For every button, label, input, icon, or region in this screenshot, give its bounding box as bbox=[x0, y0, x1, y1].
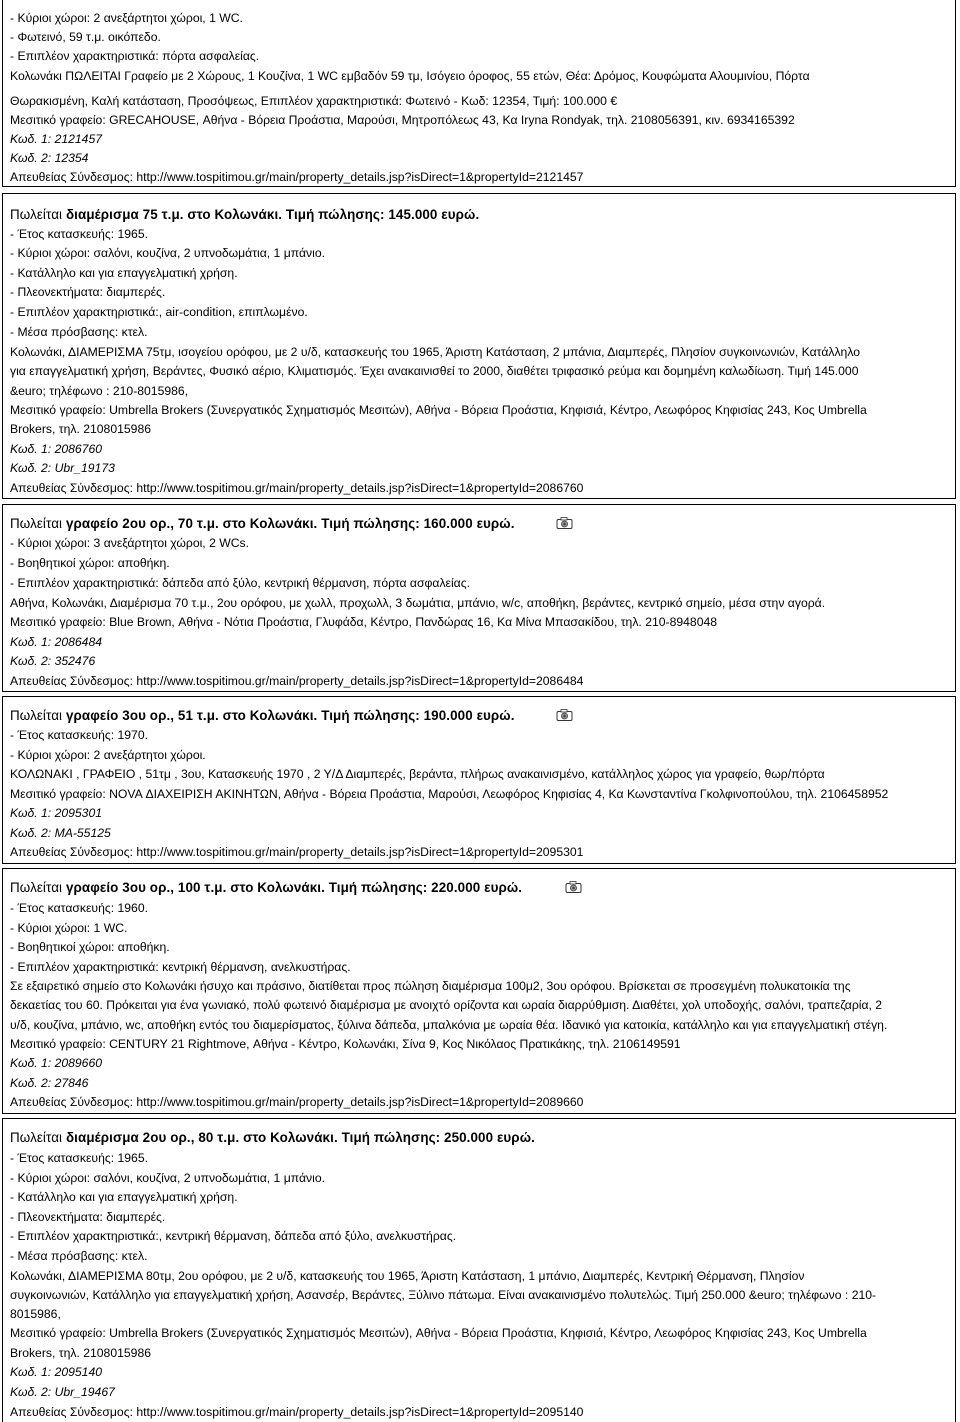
detail-line: - Έτος κατασκευής: 1960. bbox=[10, 901, 148, 915]
listing-title[interactable]: Πωλείται γραφείο 2ου ορ., 70 τ.μ. στο Κολωνάκι. Τιμή πώλησης: 160.000 ευρώ. bbox=[10, 516, 515, 531]
detail-line: - Έτος κατασκευής: 1970. bbox=[10, 728, 148, 742]
listing-title[interactable]: Πωλείται γραφείο 3ου ορ., 100 τ.μ. στο Κολωνάκι. Τιμή πώλησης: 220.000 ευρώ. bbox=[10, 880, 523, 895]
detail-line: - Κύριοι χώροι: σαλόνι, κουζίνα, 2 υπνοδωμάτια, 1 μπάνιο. bbox=[10, 246, 325, 260]
detail-line: - Φωτεινό, 59 τ.μ. οικόπεδο. bbox=[10, 30, 161, 44]
direct-link[interactable]: Απευθείας Σύνδεσμος: http://www.tospitimou.gr/main/property_details.jsp?isDirect=1&propertyId=2086760 bbox=[10, 481, 584, 495]
detail-line: - Επιπλέον χαρακτηριστικά:, air-condition, επιπλωμένο. bbox=[10, 305, 308, 319]
photo-camera-icon[interactable] bbox=[556, 517, 573, 529]
detail-line: - Έτος κατασκευής: 1965. bbox=[10, 227, 148, 241]
listing-card bbox=[2, 193, 956, 499]
description-line: &euro; τηλέφωνο : 210-8015986, bbox=[10, 384, 189, 398]
code-2: Κωδ. 2: Ubr_19173 bbox=[10, 461, 115, 475]
detail-line: - Έτος κατασκευής: 1965. bbox=[10, 1151, 148, 1165]
detail-line: - Πλεονεκτήματα: διαμπερές. bbox=[10, 1210, 166, 1224]
listing-title[interactable]: Πωλείται γραφείο 3ου ορ., 51 τ.μ. στο Κολωνάκι. Τιμή πώλησης: 190.000 ευρώ. bbox=[10, 708, 515, 723]
description-line: 8015986, bbox=[10, 1307, 61, 1321]
description-line: Θωρακισμένη, Καλή κατάσταση, Προσόψεως, Επιπλέον χαρακτηριστικά: Φωτεινό - Κωδ: 12354, Τιμή: 100.000 € bbox=[10, 94, 618, 108]
code-1: Κωδ. 1: 2095140 bbox=[10, 1365, 103, 1379]
code-1: Κωδ. 1: 2086760 bbox=[10, 442, 103, 456]
detail-line: - Κύριοι χώροι: σαλόνι, κουζίνα, 2 υπνοδωμάτια, 1 μπάνιο. bbox=[10, 1171, 325, 1185]
agency-line: Μεσιτικό γραφείο: Umbrella Brokers (Συνεργατικός Σχηματισμός Μεσιτών), Αθήνα - Βόρεια Προάστια, Κηφισιά, Κέντρο, Λεωφόρος Κηφισίας 243, Κος Umbrella bbox=[10, 1326, 867, 1340]
detail-line: - Κύριοι χώροι: 2 ανεξάρτητοι χώροι, 1 WC. bbox=[10, 11, 243, 25]
agency-line: Brokers, τηλ. 2108015986 bbox=[10, 1346, 152, 1360]
direct-link[interactable]: Απευθείας Σύνδεσμος: http://www.tospitimou.gr/main/property_details.jsp?isDirect=1&propertyId=2095140 bbox=[10, 1405, 584, 1419]
description-line: Κολωνάκι, ΔΙΑΜΕΡΙΣΜΑ 75τμ, ισογείου ορόφου, με 2 υ/δ, κατασκευής του 1965, Άριστη Κατάσταση, 2 μπάνια, Διαμπερές, Πλησίον συγκοινωνιών, Κατάλληλο bbox=[10, 345, 861, 359]
code-2: Κωδ. 2: 352476 bbox=[10, 654, 96, 668]
listing-card bbox=[2, 504, 956, 692]
code-2: Κωδ. 2: 27846 bbox=[10, 1076, 89, 1090]
listing-card bbox=[2, 1118, 956, 1422]
detail-line: - Κύριοι χώροι: 1 WC. bbox=[10, 921, 128, 935]
detail-line: - Πλεονεκτήματα: διαμπερές. bbox=[10, 285, 166, 299]
detail-line: - Επιπλέον χαρακτηριστικά:, κεντρική θέρμανση, δάπεδα από ξύλο, ανελκυστήρας. bbox=[10, 1229, 457, 1243]
description-line: Αθήνα, Κολωνάκι, Διαμέρισμα 70 τ.μ., 2ου ορόφου, με χωλλ, προχωλλ, 3 δωμάτια, μπάνιο, w/c, αποθήκη, βεράντες, κεντρικό σημείο, μέσα στην αγορά. bbox=[10, 596, 826, 610]
agency-line: Μεσιτικό γραφείο: NOVA ΔΙΑΧΕΙΡΙΣΗ ΑΚΙΝΗΤΩΝ, Αθήνα - Βόρεια Προάστια, Μαρούσι, Λεωφόρος Κηφισίας 4, Κα Κωνσταντίνα Γκολφινοπούλου, τηλ. 2106458952 bbox=[10, 787, 889, 801]
detail-line: - Κατάλληλο και για επαγγελματική χρήση. bbox=[10, 1190, 238, 1204]
detail-line: - Επιπλέον χαρακτηριστικά: πόρτα ασφαλείας. bbox=[10, 49, 260, 63]
description-line: δεκαετίας του 60. Πρόκειται για ένα γωνιακό, πολύ φωτεινό διαμέρισμα με ανοιχτό ορίζοντα και ωραία διαρρύθμιση. Διαθέτει, χολ υποδοχής, σαλόνι, τραπεζαρία, 2 bbox=[10, 998, 883, 1012]
listing-title[interactable]: Πωλείται διαμέρισμα 2ου ορ., 80 τ.μ. στο Κολωνάκι. Τιμή πώλησης: 250.000 ευρώ. bbox=[10, 1130, 535, 1145]
direct-link[interactable]: Απευθείας Σύνδεσμος: http://www.tospitimou.gr/main/property_details.jsp?isDirect=1&propertyId=2095301 bbox=[10, 845, 584, 859]
listing-card bbox=[2, 868, 956, 1114]
listing-card bbox=[2, 696, 956, 864]
detail-line: - Μέσα πρόσβασης: κτελ. bbox=[10, 1249, 148, 1263]
agency-line: Μεσιτικό γραφείο: CENTURY 21 Rightmove, Αθήνα - Κέντρο, Κολωνάκι, Σίνα 9, Κος Νικόλαος Πρατικάκης, τηλ. 2106149591 bbox=[10, 1037, 681, 1051]
agency-line: Μεσιτικό γραφείο: Blue Brown, Αθήνα - Νότια Προάστια, Γλυφάδα, Κέντρο, Πανδώρας 16, Κα Μίνα Μπασακίδου, τηλ. 210-8948048 bbox=[10, 615, 718, 629]
detail-line: - Μέσα πρόσβασης: κτελ. bbox=[10, 325, 148, 339]
direct-link[interactable]: Απευθείας Σύνδεσμος: http://www.tospitimou.gr/main/property_details.jsp?isDirect=1&propertyId=2089660 bbox=[10, 1095, 584, 1109]
description-line: συγκοινωνιών, Κατάλληλο για επαγγελματική χρήση, Ασανσέρ, Βεράντες, Ξύλινο πάτωμα. Είναι ανακαινισμένο πολυτελώς. Τιμή 250.000 &euro; τηλέφωνο : 210- bbox=[10, 1288, 877, 1302]
direct-link[interactable]: Απευθείας Σύνδεσμος: http://www.tospitimou.gr/main/property_details.jsp?isDirect=1&propertyId=2121457 bbox=[10, 170, 584, 184]
photo-camera-icon[interactable] bbox=[565, 881, 582, 893]
detail-line: - Κύριοι χώροι: 2 ανεξάρτητοι χώροι. bbox=[10, 748, 206, 762]
direct-link[interactable]: Απευθείας Σύνδεσμος: http://www.tospitimou.gr/main/property_details.jsp?isDirect=1&propertyId=2086484 bbox=[10, 674, 584, 688]
code-1: Κωδ. 1: 2086484 bbox=[10, 635, 103, 649]
code-1: Κωδ. 1: 2121457 bbox=[10, 132, 103, 146]
code-1: Κωδ. 1: 2095301 bbox=[10, 806, 103, 820]
detail-line: - Επιπλέον χαρακτηριστικά: δάπεδα από ξύλο, κεντρική θέρμανση, πόρτα ασφαλείας. bbox=[10, 576, 470, 590]
listing-title[interactable]: Πωλείται διαμέρισμα 75 τ.μ. στο Κολωνάκι. Τιμή πώλησης: 145.000 ευρώ. bbox=[10, 207, 480, 222]
listing-continued bbox=[2, 0, 956, 187]
description-line: ΚΟΛΩΝΑΚΙ , ΓΡΑΦΕΙΟ , 51τμ , 3ου, Κατασκευής 1970 , 2 Υ/Δ Διαμπερές, βεράντα, πλήρως ανακαινισμένο, κατάλληλος χώρος για γραφείο, θωρ/πόρτα bbox=[10, 767, 825, 781]
code-2: Κωδ. 2: Ubr_19467 bbox=[10, 1385, 115, 1399]
detail-line: - Κατάλληλο και για επαγγελματική χρήση. bbox=[10, 266, 238, 280]
agency-line: Brokers, τηλ. 2108015986 bbox=[10, 422, 152, 436]
code-2: Κωδ. 2: 12354 bbox=[10, 151, 89, 165]
description-line: Κολωνάκι, ΔΙΑΜΕΡΙΣΜΑ 80τμ, 2ου ορόφου, με 2 υ/δ, κατασκευής του 1965, Άριστη Κατάσταση, 1 μπάνιο, Διαμπερές, Κεντρική Θέρμανση, Πλησίον bbox=[10, 1269, 805, 1283]
detail-line: - Κύριοι χώροι: 3 ανεξάρτητοι χώροι, 2 WCs. bbox=[10, 536, 250, 550]
description-line: Κολωνάκι ΠΩΛΕΙΤΑΙ Γραφείο με 2 Χώρους, 1 Κουζίνα, 1 WC εμβαδόν 59 τμ, Ισόγειο όροφος, 55 ετών, Θέα: Δρόμος, Κουφώματα Αλουμινίου, Πόρτα bbox=[10, 69, 810, 83]
code-2: Κωδ. 2: MA-55125 bbox=[10, 826, 111, 840]
description-line: για επαγγελματική χρήση, Βεράντες, Φυσικό αέριο, Κλιματισμός. Έχει ανακαινισθεί το 2000, διαθέτει τριφασικό ρεύμα και δομημένη καλωδίωση. Τιμή 145.000 bbox=[10, 364, 859, 378]
code-1: Κωδ. 1: 2089660 bbox=[10, 1056, 103, 1070]
agency-line: Μεσιτικό γραφείο: Umbrella Brokers (Συνεργατικός Σχηματισμός Μεσιτών), Αθήνα - Βόρεια Προάστια, Κηφισιά, Κέντρο, Λεωφόρος Κηφισίας 243, Κος Umbrella bbox=[10, 403, 867, 417]
agency-line: Μεσιτικό γραφείο: GRECAHOUSE, Αθήνα - Βόρεια Προάστια, Μαρούσι, Μητροπόλεως 43, Κα Iryna Rondyak, τηλ. 2108056391, κιν. 6934165392 bbox=[10, 113, 795, 127]
detail-line: - Βοηθητικοί χώροι: αποθήκη. bbox=[10, 556, 170, 570]
detail-line: - Βοηθητικοί χώροι: αποθήκη. bbox=[10, 940, 170, 954]
description-line: υ/δ, κουζίνα, μπάνιο, wc, αποθήκη εντός του διαμερίσματος, ξύλινα δάπεδα, μπαλκόνια με ωραία θέα. Ιδανικό για κατοικία, κατάλληλο και για επαγγελματική στέγη. bbox=[10, 1018, 888, 1032]
description-line: Σε εξαιρετικό σημείο στο Κολωνάκι ήσυχο και πράσινο, διατίθεται προς πώληση διαμέρισμα 100μ2, 3ου ορόφου. Βρίσκεται σε προσεγμένη πολυκατοικία της bbox=[10, 979, 851, 993]
detail-line: - Επιπλέον χαρακτηριστικά: κεντρική θέρμανση, ανελκυστήρας. bbox=[10, 960, 351, 974]
photo-camera-icon[interactable] bbox=[556, 709, 573, 721]
